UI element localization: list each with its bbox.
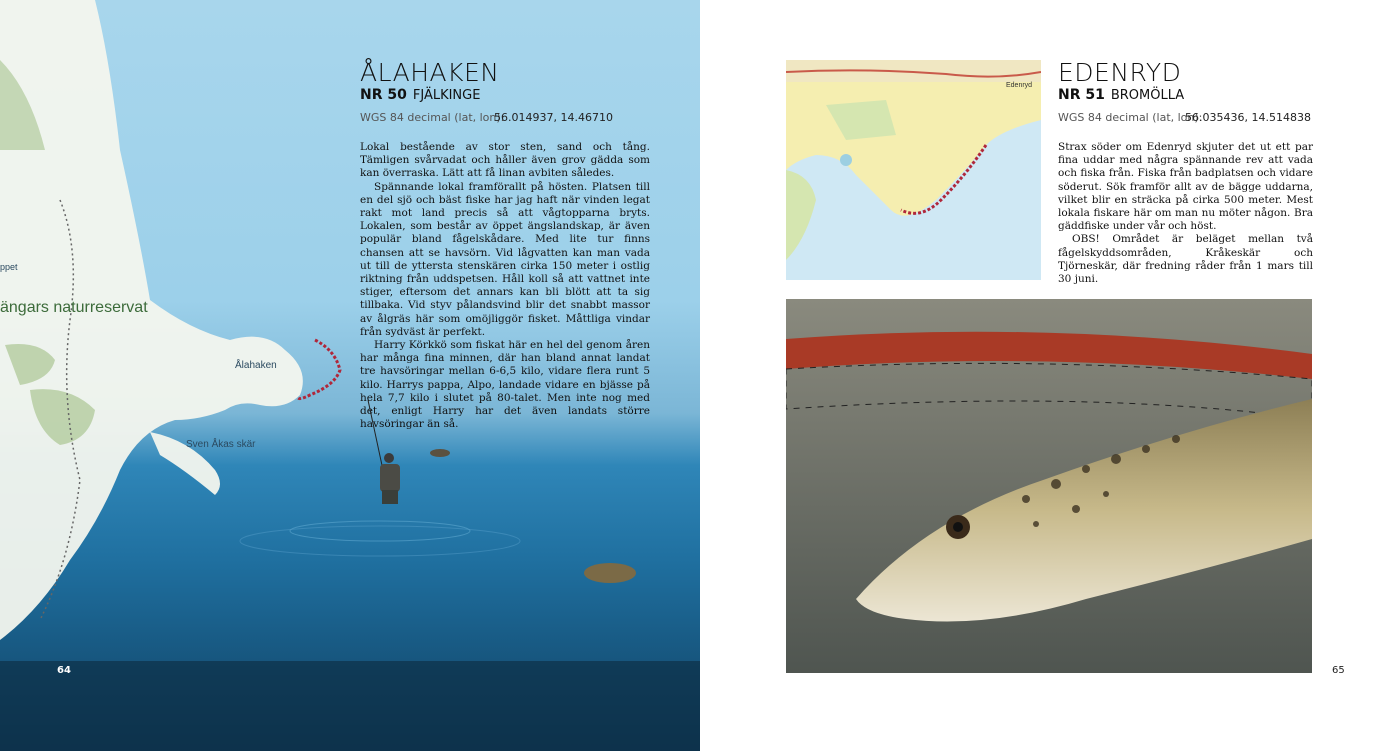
coords-label: WGS 84 decimal (lat, lon): xyxy=(360,111,505,124)
site-place: BROMÖLLA xyxy=(1110,88,1185,103)
map-label-skerry: Sven Åkas skär xyxy=(186,439,256,450)
article-body xyxy=(1058,141,1313,286)
paragraph: Lokal bestående av stor sten, sand och tång. Tämligen svårvadat och håller även grov gädda som kan överraska. Lätt att få linan avbiten således. xyxy=(360,141,650,180)
site-number xyxy=(360,87,500,103)
site-number-label: NR 50 xyxy=(360,87,407,103)
page-number: 64 xyxy=(57,665,71,676)
right-page xyxy=(700,0,1400,751)
right-title-block xyxy=(1058,58,1184,103)
paragraph: Spännande lokal framförallt på hösten. Platsen till en del sjö och bäst fiske har jag haft när vinden legat rakt mot land precis så att vågtopparna bryts. Lokalen, som består av öppet ängslandskap, är även populär bland fågelskådare. Med lite tur finns chansen att se havsörn. Vid lågvatten kan man vada ut till de yttersta stenskären cirka 150 meter i ostlig riktning från uddspetsen. Håll koll så att vattnet inte stiger, eftersom det annars kan bli blött att ta sig tillbaka. Vid styv pålandsvind blir det snabbt massor av ålgräs här som omöjliggör fisket. Måttliga vindar från sydväst är perfekt. xyxy=(360,180,650,338)
map-label-reserve: ängars naturreservat xyxy=(0,299,148,316)
page-title: ÅLAHAKEN xyxy=(360,58,500,87)
left-title-block xyxy=(360,58,500,103)
map-label-cape: Ålahaken xyxy=(235,360,277,371)
site-number xyxy=(1058,87,1184,103)
coordinates xyxy=(360,111,613,124)
water-ripples xyxy=(0,431,700,751)
paragraph: Strax söder om Edenryd skjuter det ut ett par fina uddar med några spännande rev att vada och fiska från. Fiska från badplatsen och vidare söderut. Sök framför allt av de bägge uddarna, vilket blir en sträcka på cirka 500 meter. Mest lokala fiskare här om man nu möter någon. Bra gäddfiske under vår och höst. xyxy=(1058,141,1313,233)
page-number: 65 xyxy=(1332,665,1345,676)
map-label-edenryd: Edenryd xyxy=(1006,82,1033,89)
coords-value: 56.035436, 14.514838 xyxy=(1185,111,1311,124)
map-label-partial: ppet xyxy=(0,262,18,272)
coords-value: 56.014937, 14.46710 xyxy=(494,111,613,124)
location-map xyxy=(786,60,1041,280)
site-place: FJÄLKINGE xyxy=(412,88,481,103)
paragraph: OBS! Området är beläget mellan två fågelskyddsområden, Kråkeskär och Tjörneskär, där fredning råder från 1 mars till 30 juni. xyxy=(1058,233,1313,286)
coordinates xyxy=(1058,111,1311,124)
paragraph: Harry Körkkö som fiskat här en hel del genom åren har många fina minnen, där han bland annat landat tre havsöringar mellan 6-6,5 kilo, vidare flera runt 5 kilo. Harrys pappa, Alpo, landade vidare en bjässe på hela 7,7 kilo i slutet på 80-talet. Men inte nog med det, enligt Harry har det även landats större havsöringar än så. xyxy=(360,339,650,431)
page-title: EDENRYD xyxy=(1058,58,1182,87)
site-number-label: NR 51 xyxy=(1058,87,1105,103)
trout-photo xyxy=(786,299,1312,673)
article-body xyxy=(360,141,650,431)
coords-label: WGS 84 decimal (lat, lon): xyxy=(1058,111,1203,124)
